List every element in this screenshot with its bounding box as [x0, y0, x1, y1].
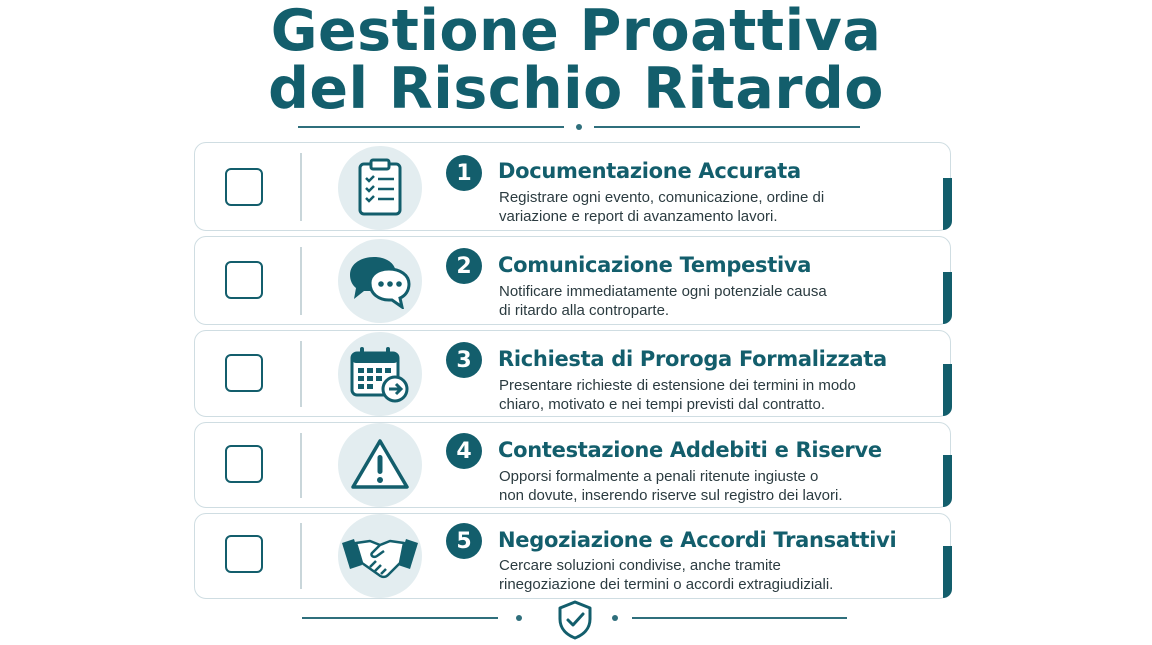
item-desc-5	[499, 556, 859, 594]
item-desc-2-line-1: Notificare immediatamente ogni potenziale causa	[499, 283, 827, 300]
item-title-4: Contestazione Addebiti e Riserve	[498, 438, 882, 462]
checkbox-item-2[interactable]	[225, 261, 263, 299]
shield-check-icon	[556, 600, 594, 645]
item-desc-5-line-2: rinegoziazione dei termini o accordi extragiudiziali.	[499, 576, 834, 593]
item-title-5: Negoziazione e Accordi Transattivi	[498, 528, 897, 552]
checklist-item-4	[194, 422, 951, 508]
checkbox-item-3[interactable]	[225, 354, 263, 392]
handshake-icon	[338, 514, 422, 598]
title-line-2: del Rischio Ritardo	[268, 56, 884, 122]
item-desc-1	[499, 188, 859, 226]
calendar-arrow-icon	[338, 332, 422, 416]
title-divider	[298, 121, 860, 133]
step-number-5: 5	[446, 523, 482, 559]
item-desc-4-line-2: non dovute, inserendo riserve sul registro dei lavori.	[499, 487, 843, 504]
step-number-3: 3	[446, 342, 482, 378]
item-desc-4	[499, 467, 859, 505]
checklist-item-1	[194, 142, 951, 231]
page-title	[0, 0, 1152, 122]
footer-divider	[302, 600, 847, 640]
item-desc-2-line-2: di ritardo alla controparte.	[499, 302, 670, 319]
item-desc-1-line-2: variazione e report di avanzamento lavori.	[499, 208, 778, 225]
warning-triangle-icon	[338, 423, 422, 507]
checkbox-item-4[interactable]	[225, 445, 263, 483]
item-desc-4-line-1: Opporsi formalmente a penali ritenute ingiuste o	[499, 468, 819, 485]
item-desc-3-line-1: Presentare richieste di estensione dei termini in modo	[499, 377, 856, 394]
step-number-1: 1	[446, 155, 482, 191]
checklist-item-5	[194, 513, 951, 599]
chat-bubbles-icon	[338, 239, 422, 323]
step-number-4: 4	[446, 433, 482, 469]
title-line-1: Gestione Proattiva	[270, 0, 882, 64]
item-title-2: Comunicazione Tempestiva	[498, 253, 812, 277]
checklist-item-3	[194, 330, 951, 417]
item-desc-3	[499, 376, 859, 414]
item-title-1: Documentazione Accurata	[498, 159, 801, 183]
item-desc-2	[499, 282, 859, 320]
item-title-3: Richiesta di Proroga Formalizzata	[498, 347, 887, 371]
item-desc-5-line-1: Cercare soluzioni condivise, anche tramite	[499, 557, 781, 574]
checklist-item-2	[194, 236, 951, 325]
clipboard-checklist-icon	[338, 146, 422, 230]
item-desc-1-line-1: Registrare ogni evento, comunicazione, ordine di	[499, 189, 825, 206]
checkbox-item-5[interactable]	[225, 535, 263, 573]
item-desc-3-line-2: chiaro, motivato e nei tempi previsti dal contratto.	[499, 396, 825, 413]
step-number-2: 2	[446, 248, 482, 284]
checkbox-item-1[interactable]	[225, 168, 263, 206]
